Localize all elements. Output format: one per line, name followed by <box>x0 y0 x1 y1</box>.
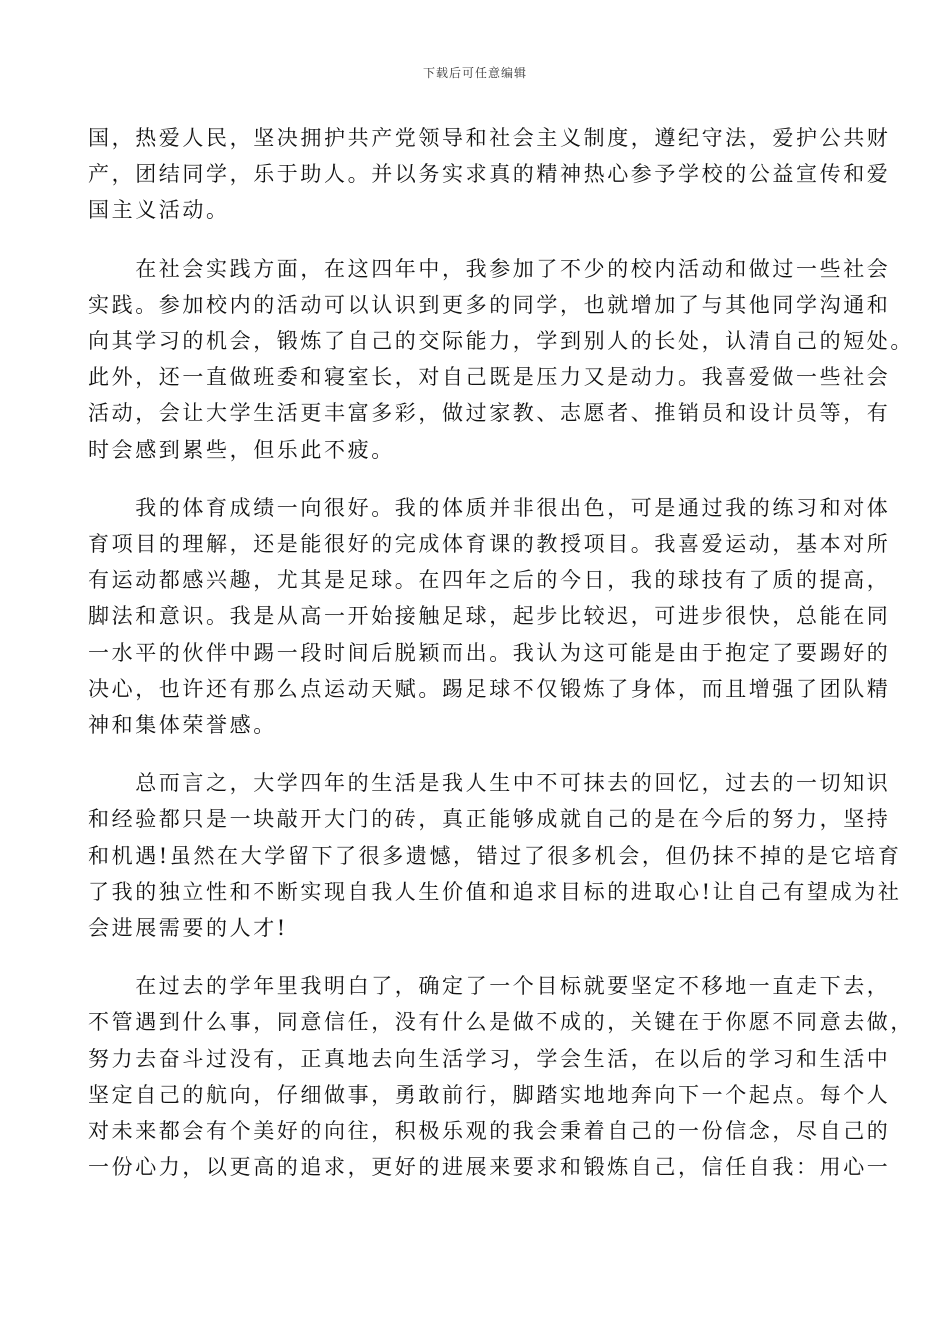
text-line: 坚定自己的航向，仔细做事，勇敢前行，脚踏实地地奔向下一个起点。每个人 <box>88 1082 891 1107</box>
document-body <box>88 120 914 1185</box>
text-line: 时会感到累些，但乐此不疲。 <box>88 437 395 462</box>
text-line: 国，热爱人民，坚决拥护共产党领导和社会主义制度，遵纪守法，爱护公共财 <box>88 126 891 150</box>
text-line: 不管遇到什么事，同意信任，没有什么是做不成的，关键在于你愿不同意去做， <box>88 1010 914 1035</box>
text-line: 一份心力，以更高的追求，更好的进展来要求和锻炼自己，信任自我：用心一 <box>88 1155 891 1180</box>
text-line: 决心，也许还有那么点运动天赋。踢足球不仅锻炼了身体，而且增强了团队精 <box>88 676 891 701</box>
text-line: 努力去奋斗过没有，正真地去向生活学习，学会生活，在以后的学习和生活中 <box>88 1046 891 1071</box>
text-line: 在过去的学年里我明白了，确定了一个目标就要坚定不移地一直走下去， <box>88 974 891 999</box>
text-line: 和机遇!虽然在大学留下了很多遗憾，错过了很多机会，但仍抹不掉的是它培育 <box>88 843 902 868</box>
page-header: 下载后可任意编辑 <box>422 66 527 80</box>
text-line: 我的体育成绩一向很好。我的体质并非很出色，可是通过我的练习和对体 <box>88 495 891 520</box>
paragraph-sports <box>88 490 891 743</box>
paragraph-past-year <box>88 968 914 1185</box>
text-line: 脚法和意识。我是从高一开始接触足球，起步比较迟，可进步很快，总能在同 <box>88 604 891 629</box>
paragraph-patriotism <box>88 120 891 229</box>
paragraph-gap <box>88 946 860 968</box>
text-line: 对未来都会有个美好的向往，积极乐观的我会秉着自己的一份信念，尽自己的 <box>88 1119 891 1144</box>
text-line: 产，团结同学，乐于助人。并以务实求真的精神热心参予学校的公益宣传和爱 <box>88 162 891 187</box>
text-line: 一水平的伙伴中踢一段时间后脱颖而出。我认为这可能是由于抱定了要踢好的 <box>88 640 891 665</box>
text-line: 向其学习的机会，锻炼了自己的交际能力，学到别人的长处，认清自己的短处。 <box>88 329 914 354</box>
paragraph-gap <box>88 468 860 490</box>
text-line: 国主义活动。 <box>88 198 230 223</box>
text-line: 神和集体荣誉感。 <box>88 713 277 738</box>
text-line: 总而言之，大学四年的生活是我人生中不可抹去的回忆，过去的一切知识 <box>88 771 891 796</box>
text-line: 在社会实践方面，在这四年中，我参加了不少的校内活动和做过一些社会 <box>88 256 891 281</box>
text-line: 有运动都感兴趣，尤其是足球。在四年之后的今日，我的球技有了质的提高， <box>88 568 891 593</box>
text-line: 活动，会让大学生活更丰富多彩，做过家教、志愿者、推销员和设计员等，有 <box>88 401 891 426</box>
paragraph-gap <box>88 229 860 251</box>
paragraph-gap <box>88 743 860 765</box>
paragraph-social-practice <box>88 251 914 468</box>
text-line: 此外，还一直做班委和寝室长，对自己既是压力又是动力。我喜爱做一些社会 <box>88 365 891 390</box>
text-line: 实践。参加校内的活动可以认识到更多的同学，也就增加了与其他同学沟通和 <box>88 292 891 317</box>
paragraph-conclusion <box>88 765 902 946</box>
text-line: 和经验都只是一块敲开大门的砖，真正能够成就自己的是在今后的努力，坚持 <box>88 807 891 832</box>
text-line: 会进展需要的人才! <box>88 916 288 941</box>
text-line: 育项目的理解，还是能很好的完成体育课的教授项目。我喜爱运动，基本对所 <box>88 532 891 557</box>
text-line: 了我的独立性和不断实现自我人生价值和追求目标的进取心!让自己有望成为社 <box>88 879 902 904</box>
